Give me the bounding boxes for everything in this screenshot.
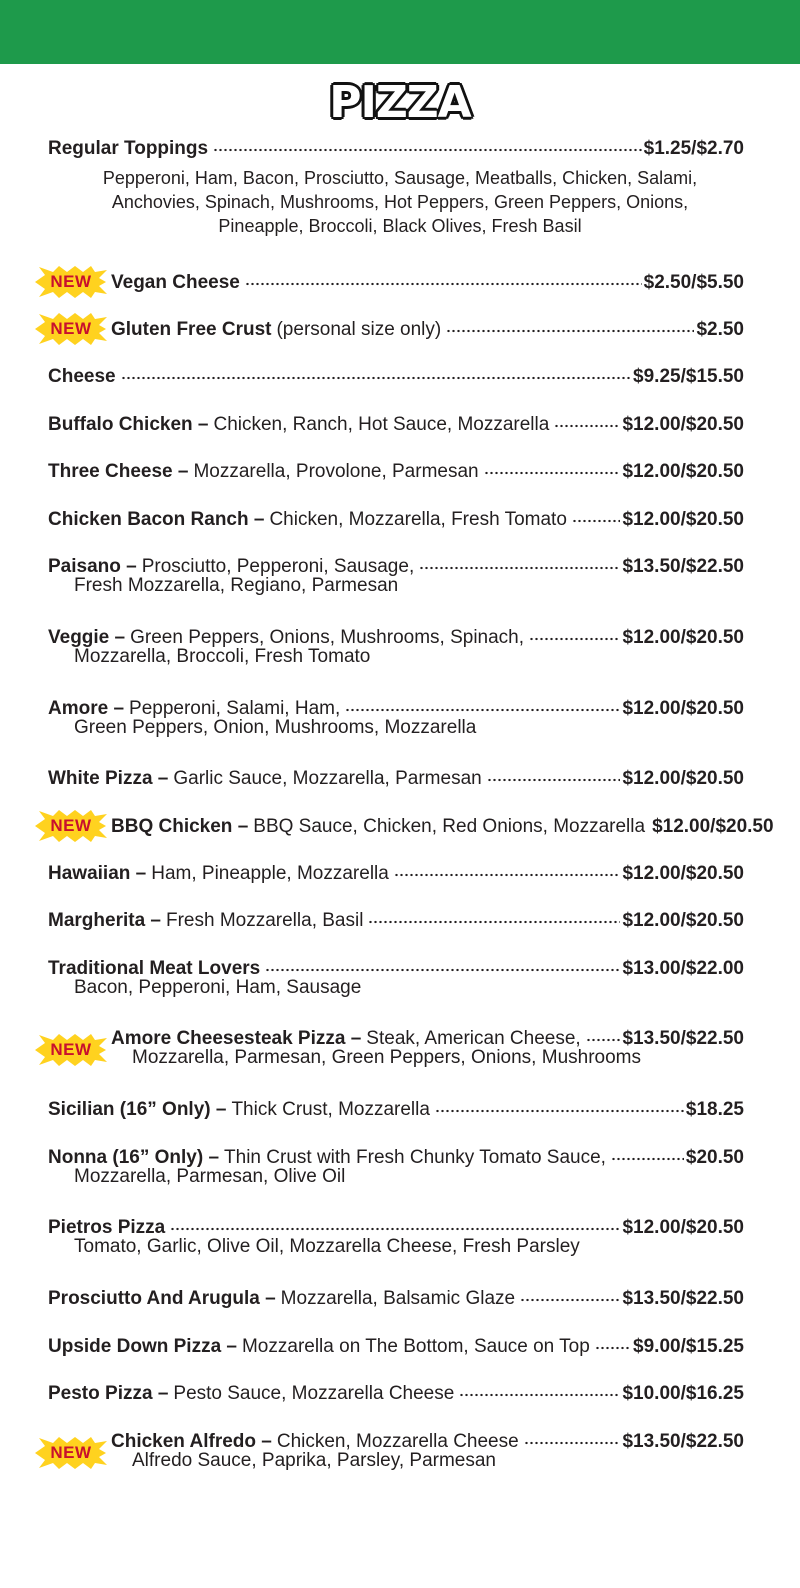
item-description-continued: Tomato, Garlic, Olive Oil, Mozzarella Cheese, Fresh Parsley <box>74 1236 580 1257</box>
item-price: $2.50 <box>696 319 744 340</box>
new-badge: NEW <box>35 313 107 345</box>
toppings-line: Anchovies, Spinach, Mushrooms, Hot Peppers, Green Peppers, Onions, <box>111 192 689 212</box>
item-description-continued: Fresh Mozzarella, Regiano, Parmesan <box>74 575 399 596</box>
item-price: $9.25/$15.50 <box>633 366 744 387</box>
item-description: Chicken, Ranch, Hot Sauce, Mozzarella <box>213 414 550 435</box>
item-price: $12.00/$20.50 <box>622 698 744 719</box>
item-description: Thick Crust, Mozzarella <box>231 1099 430 1120</box>
menu-item-row <box>111 1022 744 1048</box>
item-description: Thin Crust with Fresh Chunky Tomato Sauce, <box>224 1147 606 1168</box>
item-price: $18.25 <box>685 1099 744 1120</box>
item-price: $2.50/$5.50 <box>643 272 744 293</box>
item-price: $12.00/$20.50 <box>622 1217 744 1238</box>
item-name: Pesto Pizza – <box>48 1383 169 1404</box>
item-price: $12.00/$20.50 <box>622 414 744 435</box>
menu-item-row <box>48 692 744 718</box>
item-description: Steak, American Cheese, <box>366 1028 581 1049</box>
dot-leader <box>170 1211 620 1233</box>
item-price: $13.50/$22.50 <box>622 556 744 577</box>
item-price: $13.50/$22.50 <box>622 1431 744 1452</box>
item-price: $12.00/$20.50 <box>622 627 744 648</box>
item-description-continued: Bacon, Pepperoni, Ham, Sausage <box>74 977 362 998</box>
item-description: Mozzarella, Provolone, Parmesan <box>193 461 479 482</box>
toppings-line: Pineapple, Broccoli, Black Olives, Fresh Basil <box>218 216 582 236</box>
item-description: Ham, Pineapple, Mozzarella <box>151 863 389 884</box>
new-badge: NEW <box>35 266 107 298</box>
menu-item-row <box>111 266 744 292</box>
new-badge: NEW <box>35 1437 107 1469</box>
item-name: Amore Cheesesteak Pizza – <box>111 1028 362 1049</box>
item-name: Three Cheese – <box>48 461 189 482</box>
menu-item-row <box>48 621 744 647</box>
menu-item-row <box>48 408 744 434</box>
dot-leader <box>572 503 621 525</box>
item-name: Gluten Free Crust <box>111 319 272 340</box>
item-name: Margherita – <box>48 910 161 931</box>
menu-item-row <box>48 1141 744 1167</box>
dot-leader <box>484 455 621 477</box>
dot-leader <box>586 1022 621 1044</box>
dot-leader <box>121 360 631 382</box>
dot-leader <box>345 692 620 714</box>
item-price: $1.25/$2.70 <box>643 138 744 159</box>
menu-item-row <box>48 503 744 529</box>
dot-leader <box>554 408 620 430</box>
item-description: Mozzarella on The Bottom, Sauce on Top <box>241 1336 590 1357</box>
item-name: Nonna (16” Only) – <box>48 1147 220 1168</box>
item-price: $12.00/$20.50 <box>622 863 744 884</box>
menu-item-row <box>111 1425 744 1451</box>
page-title: PIZZA <box>329 77 471 128</box>
menu-item-row <box>48 1211 744 1237</box>
menu-item-row <box>48 1093 744 1119</box>
item-name: Hawaiian – <box>48 863 147 884</box>
item-price: $10.00/$16.25 <box>622 1383 744 1404</box>
item-name: Chicken Alfredo – <box>111 1431 272 1452</box>
menu-item-row <box>48 952 744 978</box>
item-name: Traditional Meat Lovers <box>48 958 261 979</box>
item-description: Chicken, Mozzarella, Fresh Tomato <box>269 509 567 530</box>
dot-leader <box>368 904 620 926</box>
item-name: Amore – <box>48 698 125 719</box>
dot-leader <box>524 1425 621 1447</box>
menu-item-row <box>48 904 744 930</box>
item-price: $12.00/$20.50 <box>652 816 774 837</box>
item-name: Buffalo Chicken – <box>48 414 209 435</box>
item-name: Prosciutto And Arugula – <box>48 1288 276 1309</box>
dot-leader <box>265 952 620 974</box>
item-description: Fresh Mozzarella, Basil <box>165 910 364 931</box>
menu-item-row <box>48 550 744 576</box>
item-description: Mozzarella, Balsamic Glaze <box>280 1288 516 1309</box>
toppings-list <box>0 166 800 238</box>
dot-leader <box>595 1330 631 1352</box>
item-name: Vegan Cheese <box>111 272 240 293</box>
menu-item-row <box>48 762 744 788</box>
item-price: $13.50/$22.50 <box>622 1028 744 1049</box>
item-description: Pesto Sauce, Mozzarella Cheese <box>173 1383 455 1404</box>
menu-item-row <box>48 1330 744 1356</box>
menu-item-row <box>48 1282 744 1308</box>
menu-item-row <box>48 132 744 158</box>
item-name: BBQ Chicken – <box>111 816 249 837</box>
dot-leader <box>435 1093 684 1115</box>
item-price: $9.00/$15.25 <box>633 1336 744 1357</box>
item-description-continued: Mozzarella, Broccoli, Fresh Tomato <box>74 646 371 667</box>
item-name: Paisano – <box>48 556 137 577</box>
item-description: Prosciutto, Pepperoni, Sausage, <box>141 556 415 577</box>
item-description-continued: Alfredo Sauce, Paprika, Parsley, Parmesan <box>132 1450 496 1471</box>
item-price: $20.50 <box>685 1147 744 1168</box>
menu-item-row <box>48 455 744 481</box>
item-name: Cheese <box>48 366 116 387</box>
item-description: Green Peppers, Onions, Mushrooms, Spinach, <box>130 627 525 648</box>
dot-leader <box>529 621 620 643</box>
dot-leader <box>394 857 621 879</box>
item-description-continued: Mozzarella, Parmesan, Olive Oil <box>74 1166 346 1187</box>
item-price: $13.50/$22.50 <box>622 1288 744 1309</box>
menu-item-row <box>111 313 744 339</box>
dot-leader <box>245 266 642 288</box>
menu-item-row <box>48 1377 744 1403</box>
dot-leader <box>611 1141 684 1163</box>
new-badge: NEW <box>35 1034 107 1066</box>
item-price: $12.00/$20.50 <box>622 461 744 482</box>
item-description: BBQ Sauce, Chicken, Red Onions, Mozzarella <box>253 816 646 837</box>
header-bar <box>0 0 800 64</box>
item-name: Regular Toppings <box>48 138 209 159</box>
item-name: Chicken Bacon Ranch – <box>48 509 265 530</box>
item-description: Pepperoni, Salami, Ham, <box>129 698 341 719</box>
item-name: White Pizza – <box>48 768 169 789</box>
dot-leader <box>213 132 642 154</box>
item-description-continued: Green Peppers, Onion, Mushrooms, Mozzarella <box>74 717 477 738</box>
toppings-line: Pepperoni, Ham, Bacon, Prosciutto, Sausage, Meatballs, Chicken, Salami, <box>102 168 698 188</box>
item-description: (personal size only) <box>276 319 442 340</box>
dot-leader <box>520 1282 620 1304</box>
item-description: Chicken, Mozzarella Cheese <box>276 1431 519 1452</box>
menu-item-row <box>48 360 744 386</box>
item-description: Garlic Sauce, Mozzarella, Parmesan <box>173 768 482 789</box>
item-price: $12.00/$20.50 <box>622 768 744 789</box>
dot-leader <box>419 550 620 572</box>
item-price: $12.00/$20.50 <box>622 910 744 931</box>
item-name: Veggie – <box>48 627 126 648</box>
item-name: Upside Down Pizza – <box>48 1336 237 1357</box>
dot-leader <box>459 1377 620 1399</box>
new-badge: NEW <box>35 810 107 842</box>
item-price: $12.00/$20.50 <box>622 509 744 530</box>
item-description-continued: Mozzarella, Parmesan, Green Peppers, Onions, Mushrooms <box>132 1047 641 1068</box>
menu-item-row <box>48 857 744 883</box>
item-name: Sicilian (16” Only) – <box>48 1099 227 1120</box>
item-price: $13.00/$22.00 <box>622 958 744 979</box>
dot-leader <box>446 313 694 335</box>
item-name: Pietros Pizza <box>48 1217 166 1238</box>
menu-item-row <box>111 810 774 837</box>
dot-leader <box>487 762 621 784</box>
